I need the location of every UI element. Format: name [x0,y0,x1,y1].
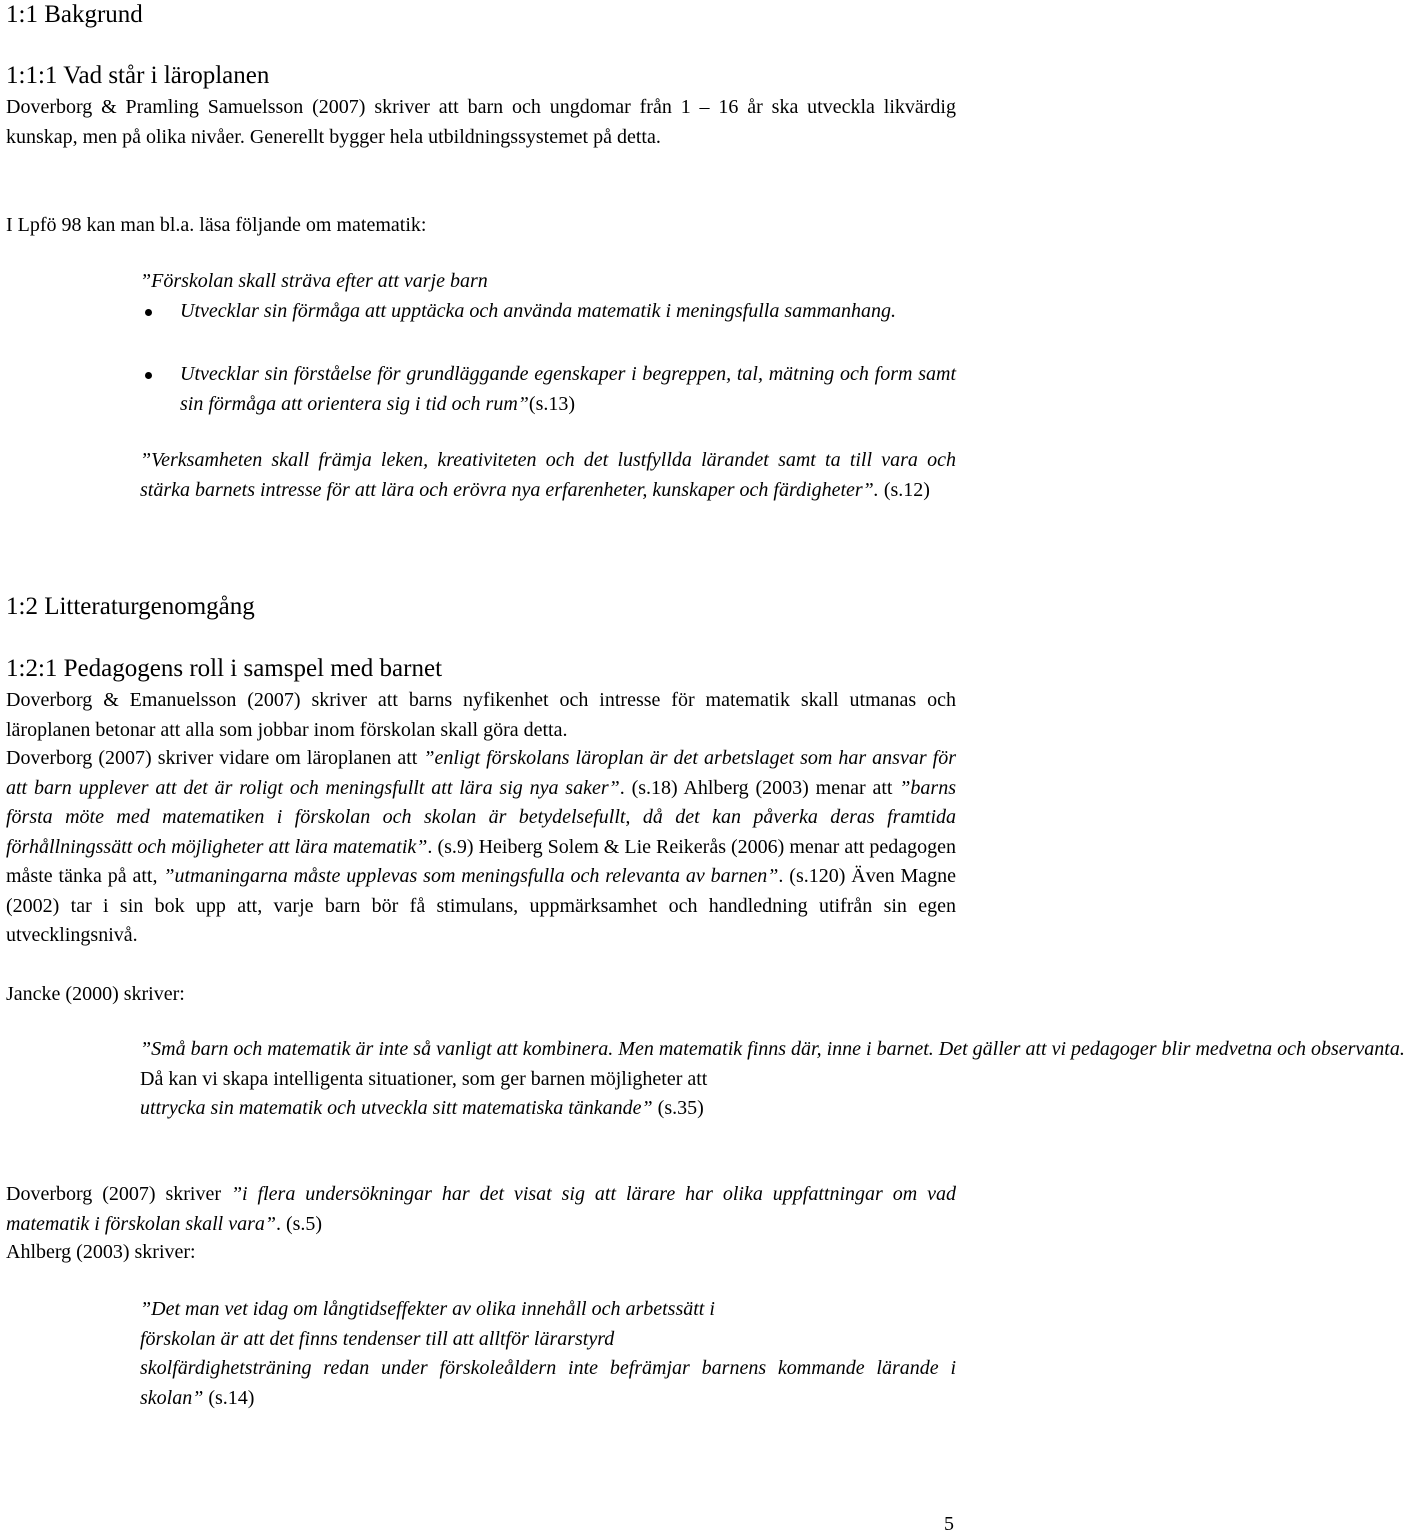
paragraph-jancke: Jancke (2000) skriver: [6,983,185,1005]
section-heading-litteratur: 1:2 Litteraturgenomgång [6,593,255,620]
bullet-icon [145,372,152,379]
quote-run: ”i flera undersökningar har det visat sig att lärare har olika uppfattningar om vad matematik i förskolan skall vara” [6,1183,956,1235]
text-run: Doverborg (2007) skriver vidare om läroplanen att [6,747,424,769]
quote-jancke-line2: Då kan vi skapa intelligenta situationer, som ger barnen möjligheter att [140,1067,708,1090]
quote-ahlberg-line2: förskolan är att det finns tendenser till att alltför lärarstyrd [140,1327,615,1350]
quote-verksamhet [140,446,956,505]
bullet-text [180,360,956,419]
text-run: Doverborg (2007) skriver [6,1183,231,1205]
section-heading-bakgrund: 1:1 Bakgrund [6,1,143,28]
paragraph-intro: Doverborg & Pramling Samuelsson (2007) skriver att barn och ungdomar från 1 – 16 år ska utveckla likvärdig kunskap, men på olika nivåer. Generellt bygger hela utbildningssystemet på detta. [6,96,956,148]
text-run: . (s.9) Heiberg Solem & Lie Reikerås (2006) menar att pedagogen måste tänka på att, [6,835,957,887]
quote-jancke [140,1035,1405,1124]
text-run: . (s.18) Ahlberg (2003) menar att [619,776,900,799]
quote-run: ”utmaningarna måste upplevas som meningsfulla och relevanta av barnen” [163,865,779,887]
bullet-icon [145,309,152,316]
quote-ahlberg-line3 [140,1354,956,1413]
quote-run: ”barns första möte med matematiken i förskolan och skolan är betydelsefullt, då det kan påverka deras framtida förhållningssätt och möjligheter att lära matematik” [6,776,956,858]
page-number: 5 [944,1513,954,1535]
paragraph-ahlberg: Ahlberg (2003) skriver: [6,1241,196,1263]
quote-run: skolfärdighetsträning redan under förskoleåldern inte befrämjar barnens kommande lärande i skolan” [140,1357,956,1409]
paragraph-emanuelsson: Doverborg & Emanuelsson (2007) skriver att barns nyfikenhet och intresse för matematik skall utmanas och läroplanen betonar att alla som jobbar inom förskolan skall göra detta. [6,689,956,741]
bullet-reference: (s.13) [528,392,576,415]
section-heading-pedagogens-roll: 1:2:1 Pedagogens roll i samspel med barnet [6,655,443,682]
paragraph-doverborg-undersokningar [6,1180,956,1239]
paragraph-lpfo-intro: I Lpfö 98 kan man bl.a. läsa följande om matematik: [6,214,427,236]
quote-jancke-line1: ”Små barn och matematik är inte så vanligt att kombinera. Men matematik finns där, inne i barnet. Det gäller att vi pedagoger blir medvetna och observanta. [140,1038,1405,1060]
text-run: . (s.5) [275,1212,323,1235]
section-heading-laroplanen: 1:1:1 Vad står i läroplanen [6,62,270,89]
quote-ahlberg-line1: ”Det man vet idag om långtidseffekter av olika innehåll och arbetssätt i [140,1298,715,1320]
quote-ahlberg [140,1295,956,1413]
quote-run: ”enligt förskolans läroplan är det arbetslaget som har ansvar för att barn upplever att det är roligt och meningsfullt att lära sig nya saker” [6,747,957,799]
quote-verksamhet-ref: (s.12) [883,478,930,501]
text-run: . (s.120) Även Magne (2002) tar i sin bok upp att, varje barn bör få stimulans, uppmärksamhet och handledning utifrån sin egen utvecklingsnivå. [6,865,957,946]
bullet-text: Utvecklar sin förmåga att upptäcka och använda matematik i meningsfulla sammanhang. [180,300,897,322]
quote-run: uttrycka sin matematik och utveckla sitt matematiska tänkande” [140,1097,653,1119]
quote-jancke-line3 [140,1094,956,1124]
quote-jancke-ref: (s.35) [652,1097,704,1119]
bullet-quote-text: Utvecklar sin förståelse för grundläggande egenskaper i begreppen, tal, mätning och form samt sin förmåga att orientera sig i tid och rum” [180,363,956,415]
quote-ahlberg-ref: (s.14) [203,1386,255,1409]
quote-verksamhet-text: ”Verksamheten skall främja leken, kreativiteten och det lustfyllda lärandet samt ta till vara och stärka barnets intresse för att lära och erövra nya erfarenheter, kunskaper och färdigheter”. [140,449,956,501]
quote-lpfo-intro: ”Förskolan skall sträva efter att varje barn [140,270,488,292]
paragraph-doverborg-ahlberg [6,744,956,951]
